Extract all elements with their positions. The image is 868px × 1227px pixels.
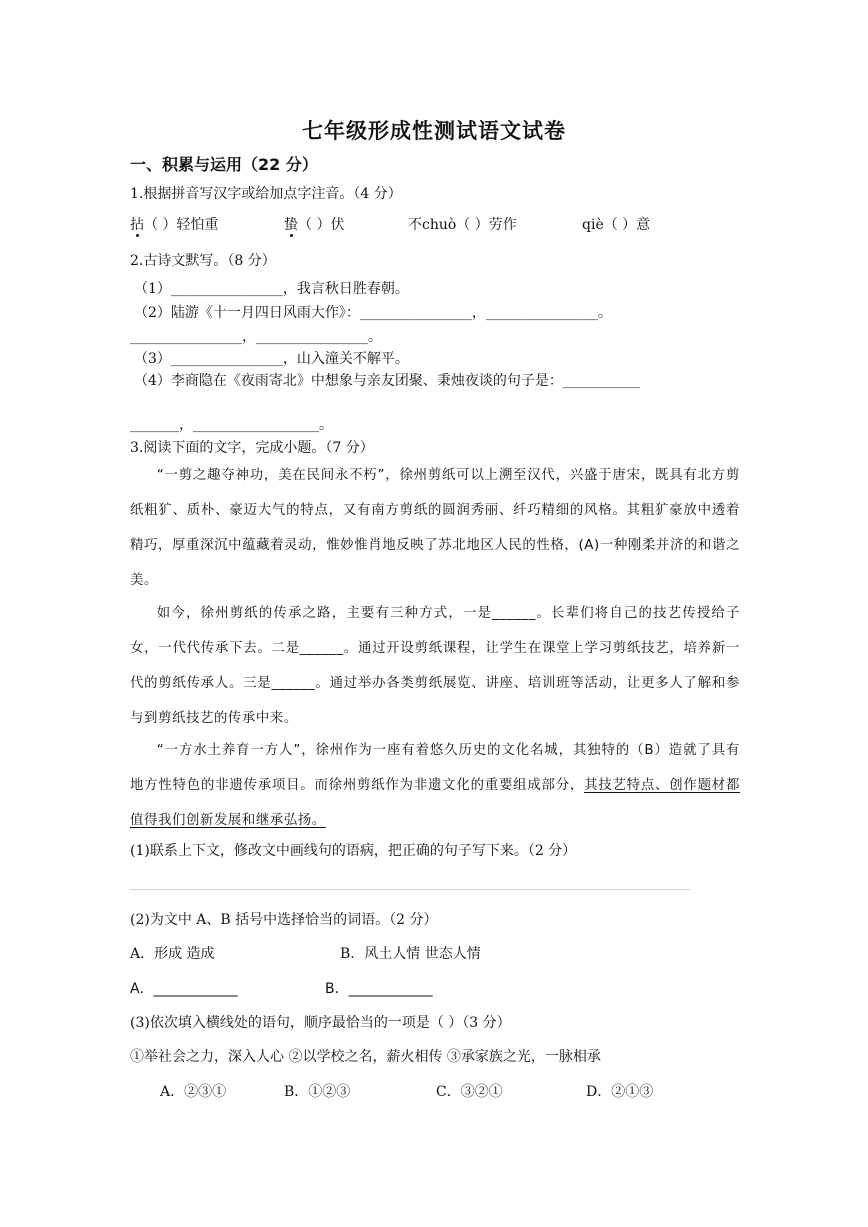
- choice-c: C．③②①: [436, 1084, 503, 1100]
- q3-sub-2-answer-a: A．____________: [130, 981, 238, 997]
- q1-item-4: qiè（ ）意: [582, 217, 651, 233]
- q2-line-4: （3）________________，山入潼关不解平。: [134, 351, 409, 367]
- q1-item-1-char: 拈: [130, 217, 144, 233]
- passage-para-2: 如今，徐州剪纸的传承之路，主要有三种方式，一是______。长辈们将自己的技艺传授给子女，一代代传承下去。二是______。通过开设剪纸课程，让学生在课堂上学习剪纸技艺，培养新一代的剪纸传承人。三是______。通过举办各类剪纸展览、讲座、培训班等活动，让更多人了解和参与到剪纸技艺的传承中来。: [130, 606, 740, 726]
- q2-stem: 2.古诗文默写。（8 分）: [130, 253, 276, 269]
- q1-item-3: 不chuò（ ）劳作: [408, 217, 517, 233]
- q3-sub-2-option-b: B．风土人情 世态人情: [340, 946, 481, 962]
- q3-sub-1: (1)联系上下文，修改文中画线句的语病，把正确的句子写下来。（2 分）: [130, 843, 577, 859]
- q3-sub-3: (3)依次填入横线处的语句，顺序最恰当的一项是（ ）（3 分）: [130, 1015, 511, 1031]
- q2-line-3: ________________，________________。: [130, 329, 382, 345]
- q2-line-1: （1）________________，我言秋日胜春朝。: [134, 281, 409, 297]
- underlined-sentence: 其技艺特点、创作题材都值得我们创新发展和继承弘扬。: [130, 778, 740, 828]
- q1-stem: 1.根据拼音写汉字或给加点字注音。（4 分）: [130, 186, 402, 202]
- q2-line-5: （4）李商隐在《夜雨寄北》中想象与亲友团聚、秉烛夜谈的句子是：___________: [134, 373, 640, 389]
- q2-line-6: _______，__________________。: [130, 417, 333, 433]
- q1-item-2-rest: （ ）伏: [298, 217, 345, 233]
- q1-item-1-rest: （ ）轻怕重: [144, 217, 219, 233]
- q2-line-2: （2）陆游《十一月四日风雨大作》：________________，________________。: [134, 305, 612, 321]
- choice-a: A．②③①: [160, 1084, 227, 1100]
- q3-sub-2-answer-b: B．____________: [325, 981, 433, 997]
- passage-para-3-text: “一方水土养育一方人”，徐州作为一座有着悠久历史的文化名城，其独特的（B）造就了具有地方性特色的非遗传承项目。而徐州剪纸作为非遗文化的重要组成部分，: [130, 743, 740, 793]
- q3-sub-2-option-a: A．形成 造成: [130, 946, 215, 962]
- passage-para-3: [130, 733, 740, 838]
- q1-item-2-char: 蛰: [284, 217, 298, 233]
- q1-item-1: [130, 214, 218, 234]
- passage-para-1: “一剪之趣夺神功，美在民间永不朽”，徐州剪纸可以上溯至汉代，兴盛于唐宋，既具有北方剪纸粗犷、质朴、豪迈大气的特点，又有南方剪纸的圆润秀丽、纤巧精细的风格。其粗犷豪放中透着精巧，厚重深沉中蕴藏着灵动，惟妙惟肖地反映了苏北地区人民的性格，(A)一种刚柔并济的和谐之美。: [130, 468, 740, 588]
- answer-line: [130, 889, 690, 890]
- section-heading: 一、积累与运用（22 分）: [130, 155, 318, 174]
- q3-sub-2: (2)为文中 A、B 括号中选择恰当的词语。（2 分）: [130, 912, 438, 928]
- choice-b: B．①②③: [284, 1084, 351, 1100]
- q3-stem: 3.阅读下面的文字，完成小题。（7 分）: [130, 440, 374, 456]
- q3-sub-3-items: ①举社会之力，深入人心 ②以学校之名，薪火相传 ③承家族之光，一脉相承: [130, 1049, 601, 1065]
- q1-item-2: [284, 214, 344, 234]
- choice-d: D．②①③: [586, 1084, 654, 1100]
- exam-title: 七年级形成性测试语文试卷: [302, 119, 566, 143]
